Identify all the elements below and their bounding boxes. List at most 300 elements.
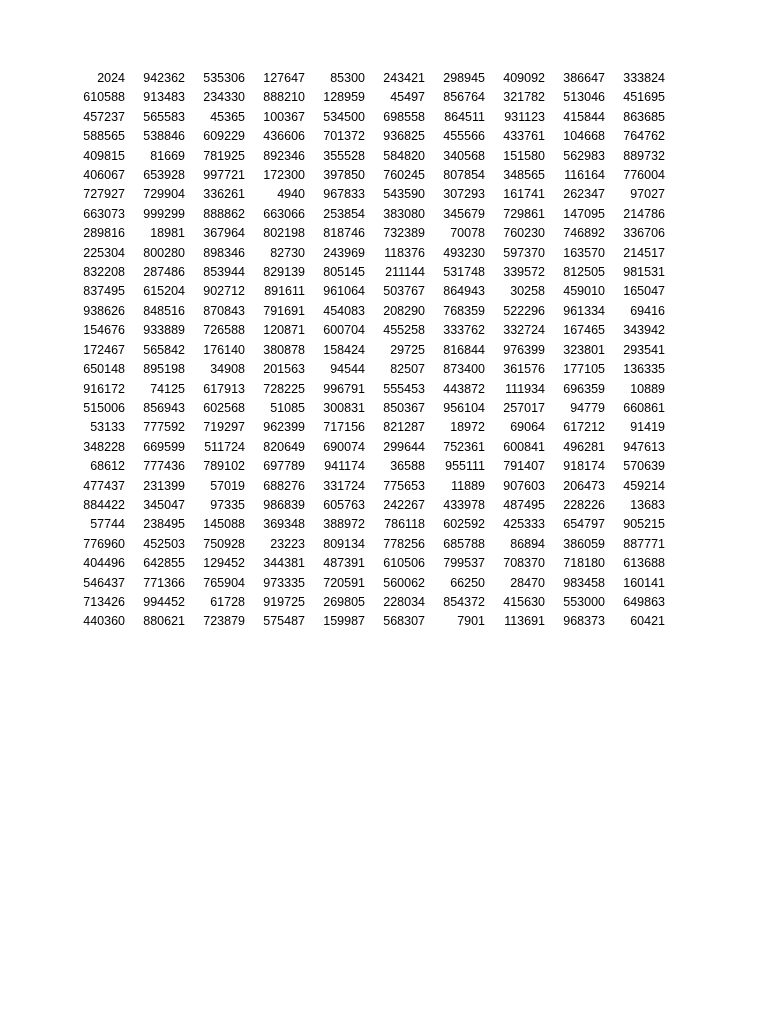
table-cell[interactable]: 898346 [203, 245, 245, 260]
table-cell[interactable]: 718180 [563, 556, 605, 571]
table-cell[interactable]: 778256 [383, 536, 425, 551]
table-cell[interactable]: 211144 [385, 265, 425, 280]
table-cell[interactable]: 538846 [143, 129, 185, 144]
table-cell[interactable]: 513046 [563, 90, 605, 105]
table-cell[interactable]: 299644 [383, 439, 425, 454]
table-cell[interactable]: 942362 [143, 71, 185, 85]
table-cell[interactable]: 789102 [203, 459, 245, 474]
table-cell[interactable]: 367964 [203, 226, 245, 241]
table-cell[interactable]: 455566 [443, 129, 485, 144]
table-cell[interactable]: 760245 [383, 168, 425, 183]
table-cell[interactable]: 60421 [630, 614, 665, 629]
table-cell[interactable]: 791691 [263, 303, 305, 318]
table-cell[interactable]: 151580 [503, 148, 545, 163]
table-cell[interactable]: 161741 [503, 187, 545, 202]
table-cell[interactable]: 708370 [503, 556, 545, 571]
table-cell[interactable]: 4940 [277, 187, 305, 202]
table-cell[interactable]: 177105 [563, 362, 605, 377]
table-cell[interactable]: 565842 [143, 342, 185, 357]
table-cell[interactable]: 159987 [323, 614, 365, 629]
table-cell[interactable]: 884422 [83, 497, 125, 512]
table-cell[interactable]: 720591 [323, 575, 365, 590]
table-cell[interactable]: 18972 [450, 420, 485, 435]
table-cell[interactable]: 870843 [203, 303, 245, 318]
table-cell[interactable]: 973335 [263, 575, 305, 590]
table-cell[interactable]: 345047 [143, 497, 185, 512]
table-row [65, 418, 665, 437]
table-cell[interactable]: 493230 [443, 245, 485, 260]
table-cell[interactable]: 340568 [443, 148, 485, 163]
table-cell[interactable]: 57019 [210, 478, 245, 493]
table-cell[interactable]: 511724 [204, 439, 245, 454]
table-cell[interactable]: 956104 [443, 400, 485, 415]
table-cell[interactable]: 28470 [510, 575, 545, 590]
table-cell[interactable]: 726588 [203, 323, 245, 338]
table-cell[interactable]: 269805 [323, 594, 365, 609]
table-cell[interactable]: 128959 [323, 90, 365, 105]
table-cell[interactable]: 289816 [83, 226, 125, 241]
table-cell[interactable]: 61728 [210, 594, 245, 609]
table-row [65, 108, 665, 127]
table-cell[interactable]: 771366 [143, 575, 185, 590]
table-cell[interactable]: 118376 [384, 245, 425, 260]
table-cell[interactable]: 262347 [563, 187, 605, 202]
table-cell[interactable]: 560062 [383, 575, 425, 590]
table-cell[interactable]: 873400 [443, 362, 485, 377]
table-cell[interactable]: 336706 [623, 226, 665, 241]
table-cell[interactable]: 588565 [83, 129, 125, 144]
table-cell[interactable]: 820649 [263, 439, 305, 454]
table-cell[interactable]: 287486 [143, 265, 185, 280]
table-cell[interactable]: 94779 [570, 400, 605, 415]
table-cell[interactable]: 765904 [203, 575, 245, 590]
table-cell[interactable]: 775653 [383, 478, 425, 493]
table-cell[interactable]: 332724 [503, 323, 545, 338]
table-cell[interactable]: 907603 [503, 478, 545, 493]
table-cell[interactable]: 698558 [383, 109, 425, 124]
table-cell[interactable]: 961334 [563, 303, 605, 318]
table-cell[interactable]: 962399 [263, 420, 305, 435]
table-cell[interactable]: 996791 [323, 381, 365, 396]
table-cell[interactable]: 323801 [563, 342, 605, 357]
table-cell[interactable]: 829139 [263, 265, 305, 280]
table-cell[interactable]: 415844 [563, 109, 605, 124]
table-cell[interactable]: 663066 [263, 206, 305, 221]
table-row [65, 341, 665, 360]
table-cell[interactable]: 74125 [150, 381, 185, 396]
table-cell[interactable]: 415630 [503, 594, 545, 609]
table-cell[interactable]: 856764 [443, 90, 485, 105]
table-cell[interactable]: 23223 [270, 536, 305, 551]
table-cell[interactable]: 257017 [503, 400, 545, 415]
table-cell[interactable]: 997721 [203, 168, 245, 183]
table-cell[interactable]: 69416 [630, 303, 665, 318]
table-cell[interactable]: 45497 [390, 90, 425, 105]
table-cell[interactable]: 777592 [143, 420, 185, 435]
table-cell[interactable]: 160141 [623, 575, 665, 590]
table-cell[interactable]: 100367 [263, 109, 305, 124]
table-cell[interactable]: 575487 [263, 614, 305, 629]
table-cell[interactable]: 941174 [324, 459, 365, 474]
table-cell[interactable]: 82730 [270, 245, 305, 260]
table-cell[interactable]: 242267 [383, 497, 425, 512]
table-cell[interactable]: 307293 [443, 187, 485, 202]
table-cell[interactable]: 850367 [383, 400, 425, 415]
table-cell[interactable]: 225304 [83, 245, 125, 260]
table-cell[interactable]: 383080 [383, 206, 425, 221]
table-cell[interactable]: 895198 [143, 362, 185, 377]
table-cell[interactable]: 433978 [443, 497, 485, 512]
table-cell[interactable]: 961064 [323, 284, 365, 299]
table-cell[interactable]: 719297 [203, 420, 245, 435]
table-cell[interactable]: 454083 [323, 303, 365, 318]
table-cell[interactable]: 727927 [83, 187, 125, 202]
table-cell[interactable]: 425333 [503, 517, 545, 532]
table-cell[interactable]: 531748 [443, 265, 485, 280]
table-cell[interactable]: 53133 [90, 420, 125, 435]
table-cell[interactable]: 994452 [143, 594, 185, 609]
table-cell[interactable]: 214517 [623, 245, 665, 260]
table-cell[interactable]: 760230 [503, 226, 545, 241]
table-cell[interactable]: 660861 [623, 400, 665, 415]
table-cell[interactable]: 776960 [83, 536, 125, 551]
table-cell[interactable]: 713426 [83, 594, 125, 609]
table-cell[interactable]: 697789 [263, 459, 305, 474]
table-cell[interactable]: 764762 [623, 129, 665, 144]
table-cell[interactable]: 999299 [143, 206, 185, 221]
table-cell[interactable]: 800280 [143, 245, 185, 260]
table-cell[interactable]: 818746 [323, 226, 365, 241]
table-cell[interactable]: 848516 [143, 303, 185, 318]
table-cell[interactable]: 457237 [83, 109, 125, 124]
table-cell[interactable]: 816844 [443, 342, 485, 357]
table-cell[interactable]: 553000 [563, 594, 605, 609]
table-cell[interactable]: 165047 [623, 284, 665, 299]
table-cell[interactable]: 69064 [510, 420, 545, 435]
table-cell[interactable]: 51085 [270, 400, 305, 415]
table-cell[interactable]: 938626 [83, 303, 125, 318]
table-cell[interactable]: 127647 [263, 71, 305, 85]
table-cell[interactable]: 597370 [503, 245, 545, 260]
table-cell[interactable]: 799537 [443, 556, 485, 571]
table-cell[interactable]: 786118 [384, 517, 425, 532]
table-cell[interactable]: 732389 [383, 226, 425, 241]
table-cell[interactable]: 856943 [143, 400, 185, 415]
table-cell[interactable]: 880621 [143, 614, 185, 629]
table-cell[interactable]: 729861 [503, 206, 545, 221]
table-cell[interactable]: 2024 [97, 71, 125, 85]
table-cell[interactable]: 45365 [210, 109, 245, 124]
table-cell[interactable]: 776004 [623, 168, 665, 183]
table-cell[interactable]: 617913 [203, 381, 245, 396]
table-cell[interactable]: 905215 [623, 517, 665, 532]
table-cell[interactable]: 86894 [510, 536, 545, 551]
table-cell[interactable]: 380878 [263, 342, 305, 357]
table-cell[interactable]: 238495 [143, 517, 185, 532]
table-cell[interactable]: 853944 [203, 265, 245, 280]
table-cell[interactable]: 208290 [383, 303, 425, 318]
table-cell[interactable]: 919725 [263, 594, 305, 609]
table-cell[interactable]: 781925 [203, 148, 245, 163]
table-cell[interactable]: 113691 [504, 614, 545, 629]
table-cell[interactable]: 176140 [203, 342, 245, 357]
table-cell[interactable]: 610588 [83, 90, 125, 105]
table-cell[interactable]: 653928 [143, 168, 185, 183]
table-cell[interactable]: 345679 [443, 206, 485, 221]
table-cell[interactable]: 685788 [443, 536, 485, 551]
table-cell[interactable]: 85300 [330, 71, 365, 85]
table-cell[interactable]: 163570 [563, 245, 605, 260]
table-cell[interactable]: 440360 [83, 614, 125, 629]
table-cell[interactable]: 602592 [443, 517, 485, 532]
table-cell[interactable]: 214786 [623, 206, 665, 221]
table-cell[interactable]: 369348 [263, 517, 305, 532]
table-cell[interactable]: 477437 [83, 478, 125, 493]
table-cell[interactable]: 253854 [323, 206, 365, 221]
table-cell[interactable]: 555453 [383, 381, 425, 396]
table-cell[interactable]: 503767 [383, 284, 425, 299]
table-cell[interactable]: 206473 [563, 478, 605, 493]
table-cell[interactable]: 600841 [503, 439, 545, 454]
table-cell[interactable]: 791407 [503, 459, 545, 474]
table-cell[interactable]: 433761 [503, 129, 545, 144]
table-cell[interactable]: 129452 [203, 556, 245, 571]
table-cell[interactable]: 947613 [623, 439, 665, 454]
table-cell[interactable]: 336261 [203, 187, 245, 202]
table-cell[interactable]: 807854 [443, 168, 485, 183]
table-cell[interactable]: 355528 [323, 148, 365, 163]
table-cell[interactable]: 933889 [143, 323, 185, 338]
table-cell[interactable]: 487495 [503, 497, 545, 512]
table-cell[interactable]: 986839 [263, 497, 305, 512]
table-cell[interactable]: 18981 [150, 226, 185, 241]
table-cell[interactable]: 333824 [623, 71, 665, 85]
table-cell[interactable]: 459010 [563, 284, 605, 299]
table-cell[interactable]: 864943 [443, 284, 485, 299]
table-cell[interactable]: 889732 [623, 148, 665, 163]
table-cell[interactable]: 976399 [503, 342, 545, 357]
table-cell[interactable]: 82507 [390, 362, 425, 377]
table-cell[interactable]: 649863 [623, 594, 665, 609]
table-cell[interactable]: 436606 [263, 129, 305, 144]
table-cell[interactable]: 339572 [503, 265, 545, 280]
table-cell[interactable]: 617212 [563, 420, 605, 435]
table-cell[interactable]: 723879 [203, 614, 245, 629]
table-cell[interactable]: 29725 [390, 342, 425, 357]
table-row [65, 321, 665, 340]
table-cell[interactable]: 615204 [143, 284, 185, 299]
table-cell[interactable]: 642855 [143, 556, 185, 571]
table-cell[interactable]: 147095 [563, 206, 605, 221]
table-row [65, 244, 665, 263]
table-cell[interactable]: 111934 [505, 381, 545, 396]
table-cell[interactable]: 916172 [83, 381, 125, 396]
table-cell[interactable]: 821287 [383, 420, 425, 435]
table-cell[interactable]: 293541 [623, 342, 665, 357]
table-cell[interactable]: 487391 [323, 556, 365, 571]
table-cell[interactable]: 343942 [623, 323, 665, 338]
table-cell[interactable]: 777436 [143, 459, 185, 474]
table-cell[interactable]: 562983 [563, 148, 605, 163]
table-cell[interactable]: 534500 [323, 109, 365, 124]
table-row [65, 302, 665, 321]
table-cell[interactable]: 892346 [263, 148, 305, 163]
table-cell[interactable]: 802198 [263, 226, 305, 241]
table-cell[interactable]: 809134 [323, 536, 365, 551]
table-cell[interactable]: 918174 [563, 459, 605, 474]
table-cell[interactable]: 300831 [323, 400, 365, 415]
table-cell[interactable]: 455258 [383, 323, 425, 338]
table-cell[interactable]: 201563 [263, 362, 305, 377]
table-cell[interactable]: 10889 [630, 381, 665, 396]
table-cell[interactable]: 13683 [630, 497, 665, 512]
table-cell[interactable]: 663073 [83, 206, 125, 221]
table-cell[interactable]: 522296 [503, 303, 545, 318]
table-cell[interactable]: 91419 [630, 420, 665, 435]
table-cell[interactable]: 728225 [263, 381, 305, 396]
table-row [65, 263, 665, 282]
table-cell[interactable]: 967833 [323, 187, 365, 202]
table-cell[interactable]: 145088 [203, 517, 245, 532]
table-cell[interactable]: 361576 [503, 362, 545, 377]
table-cell[interactable]: 120871 [263, 323, 305, 338]
table-cell[interactable]: 36588 [390, 459, 425, 474]
table-cell[interactable]: 750928 [203, 536, 245, 551]
table-cell[interactable]: 30258 [510, 284, 545, 299]
table-cell[interactable]: 955111 [445, 459, 485, 474]
table-cell[interactable]: 968373 [563, 614, 605, 629]
table-cell[interactable]: 228226 [563, 497, 605, 512]
table-cell[interactable]: 81669 [150, 148, 185, 163]
table-cell[interactable]: 546437 [83, 575, 125, 590]
table-cell[interactable]: 57744 [90, 517, 125, 532]
table-cell[interactable]: 404496 [83, 556, 125, 571]
table-cell[interactable]: 888210 [263, 90, 305, 105]
table-cell[interactable]: 68612 [90, 459, 125, 474]
table-cell[interactable]: 602568 [203, 400, 245, 415]
table-cell[interactable]: 333762 [443, 323, 485, 338]
table-cell[interactable]: 451695 [623, 90, 665, 105]
table-cell[interactable]: 902712 [203, 284, 245, 299]
table-cell[interactable]: 116164 [564, 168, 605, 183]
spreadsheet-page [65, 69, 665, 632]
table-cell[interactable]: 654797 [563, 517, 605, 532]
table-cell[interactable]: 158424 [323, 342, 365, 357]
table-cell[interactable]: 669599 [143, 439, 185, 454]
table-cell[interactable]: 891611 [264, 284, 305, 299]
table-row [65, 127, 665, 146]
table-cell[interactable]: 854372 [443, 594, 485, 609]
table-cell[interactable]: 650148 [83, 362, 125, 377]
table-cell[interactable]: 397850 [323, 168, 365, 183]
table-cell[interactable]: 231399 [143, 478, 185, 493]
table-cell[interactable]: 515006 [83, 400, 125, 415]
table-cell[interactable]: 321782 [503, 90, 545, 105]
table-cell[interactable]: 605763 [323, 497, 365, 512]
table-cell[interactable]: 94544 [330, 362, 365, 377]
table-cell[interactable]: 409815 [83, 148, 125, 163]
table-cell[interactable]: 348228 [83, 439, 125, 454]
table-cell[interactable]: 406067 [83, 168, 125, 183]
table-cell[interactable]: 172300 [263, 168, 305, 183]
table-cell[interactable]: 136335 [623, 362, 665, 377]
table-cell[interactable]: 729904 [143, 187, 185, 202]
table-cell[interactable]: 584820 [383, 148, 425, 163]
table-cell[interactable]: 66250 [450, 575, 485, 590]
table-cell[interactable]: 243969 [323, 245, 365, 260]
table-cell[interactable]: 11889 [451, 478, 485, 493]
table-cell[interactable]: 34908 [210, 362, 245, 377]
table-cell[interactable]: 543590 [383, 187, 425, 202]
table-cell[interactable]: 752361 [443, 439, 485, 454]
table-cell[interactable]: 154676 [83, 323, 125, 338]
table-cell[interactable]: 888862 [203, 206, 245, 221]
table-cell[interactable]: 97335 [210, 497, 245, 512]
table-cell[interactable]: 613688 [623, 556, 665, 571]
table-cell[interactable]: 298945 [443, 71, 485, 85]
table-cell[interactable]: 97027 [630, 187, 665, 202]
table-cell[interactable]: 931123 [504, 109, 545, 124]
table-cell[interactable]: 452503 [143, 536, 185, 551]
table-cell[interactable]: 701372 [323, 129, 365, 144]
table-cell[interactable]: 609229 [203, 129, 245, 144]
table-cell[interactable]: 913483 [143, 90, 185, 105]
table-cell[interactable]: 409092 [503, 71, 545, 85]
table-cell[interactable]: 386059 [563, 536, 605, 551]
table-cell[interactable]: 768359 [443, 303, 485, 318]
table-cell[interactable]: 386647 [563, 71, 605, 85]
table-cell[interactable]: 388972 [323, 517, 365, 532]
table-cell[interactable]: 104668 [563, 129, 605, 144]
table-cell[interactable]: 690074 [323, 439, 365, 454]
table-cell[interactable]: 565583 [143, 109, 185, 124]
table-cell[interactable]: 812505 [563, 265, 605, 280]
table-cell[interactable]: 983458 [563, 575, 605, 590]
table-cell[interactable]: 600704 [323, 323, 365, 338]
table-cell[interactable]: 167465 [563, 323, 605, 338]
table-cell[interactable]: 535306 [203, 71, 245, 85]
table-row [65, 399, 665, 418]
table-cell[interactable]: 348565 [503, 168, 545, 183]
table-cell[interactable]: 7901 [457, 614, 485, 629]
table-cell[interactable]: 70078 [450, 226, 485, 241]
table-cell[interactable]: 228034 [383, 594, 425, 609]
table-cell[interactable]: 887771 [623, 536, 665, 551]
table-cell[interactable]: 344381 [263, 556, 305, 571]
table-cell[interactable]: 717156 [323, 420, 365, 435]
table-cell[interactable]: 234330 [203, 90, 245, 105]
table-cell[interactable]: 331724 [323, 478, 365, 493]
table-cell[interactable]: 172467 [83, 342, 125, 357]
table-cell[interactable]: 863685 [623, 109, 665, 124]
table-cell[interactable]: 746892 [563, 226, 605, 241]
table-cell[interactable]: 568307 [383, 614, 425, 629]
table-cell[interactable]: 936825 [383, 129, 425, 144]
table-cell[interactable]: 443872 [443, 381, 485, 396]
table-cell[interactable]: 696359 [563, 381, 605, 396]
table-cell[interactable]: 864511 [444, 109, 485, 124]
table-cell[interactable]: 243421 [383, 71, 425, 85]
table-cell[interactable]: 837495 [83, 284, 125, 299]
table-cell[interactable]: 688276 [263, 478, 305, 493]
table-cell[interactable]: 981531 [623, 265, 665, 280]
table-cell[interactable]: 496281 [563, 439, 605, 454]
table-cell[interactable]: 610506 [383, 556, 425, 571]
table-cell[interactable]: 832208 [83, 265, 125, 280]
table-cell[interactable]: 459214 [623, 478, 665, 493]
table-cell[interactable]: 570639 [623, 459, 665, 474]
table-cell[interactable]: 805145 [323, 265, 365, 280]
